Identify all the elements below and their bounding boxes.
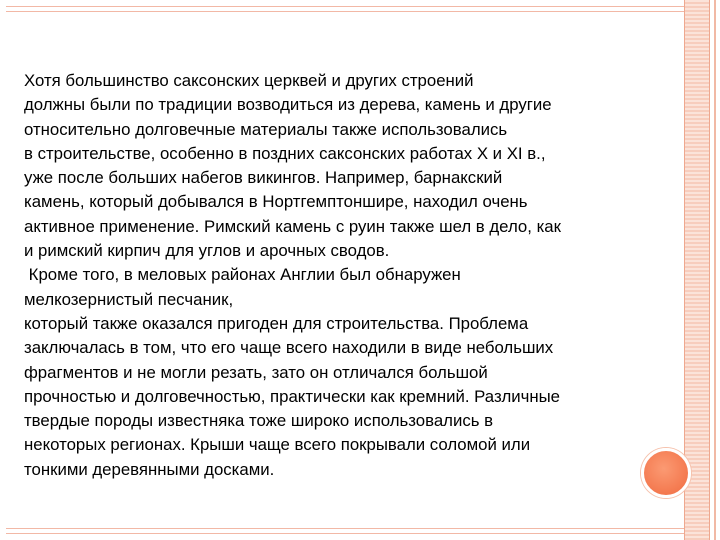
right-decorative-line (714, 0, 716, 540)
text-line: и римский кирпич для углов и арочных сводов. (24, 241, 390, 261)
text-line: должны были по традиции возводиться из дерева, камень и другие (24, 95, 552, 115)
text-line: Хотя большинство саксонских церквей и других строений (24, 71, 474, 90)
body-text (24, 69, 672, 482)
text-line: фрагментов и не могли резать, зато он отличался большой (24, 362, 488, 382)
right-decorative-stripe (684, 0, 710, 540)
text-line: в строительстве, особенно в поздних саксонских работах X и XI в., (24, 143, 546, 163)
text-line: мелкозернистый песчаник, (24, 289, 234, 309)
text-line: прочностью и долговечностью, практически как кремний. Различные (24, 386, 561, 406)
bottom-border (6, 528, 686, 534)
text-line: камень, который добывался в Нортгемптоншире, находил очень (24, 192, 528, 212)
text-line: заключалась в том, что его чаще всего находили в виде небольших (24, 338, 554, 358)
text-line: активное применение. Римский камень с руин также шел в дело, как (24, 216, 561, 236)
text-line: уже после больших набегов викингов. Например, барнакский (24, 168, 503, 188)
text-line: некоторых регионах. Крыши чаще всего покрывали соломой или (24, 435, 531, 455)
text-line: Кроме того, в меловых районах Англии был обнаружен (24, 265, 461, 285)
text-line: относительно долговечные материалы также использовались (24, 119, 508, 139)
text-line: который также оказался пригоден для строительства. Проблема (24, 313, 529, 333)
top-border (6, 6, 686, 12)
text-line: твердые породы известняка тоже широко использовались в (24, 411, 494, 431)
text-line: тонкими деревянными досками. (24, 459, 275, 479)
